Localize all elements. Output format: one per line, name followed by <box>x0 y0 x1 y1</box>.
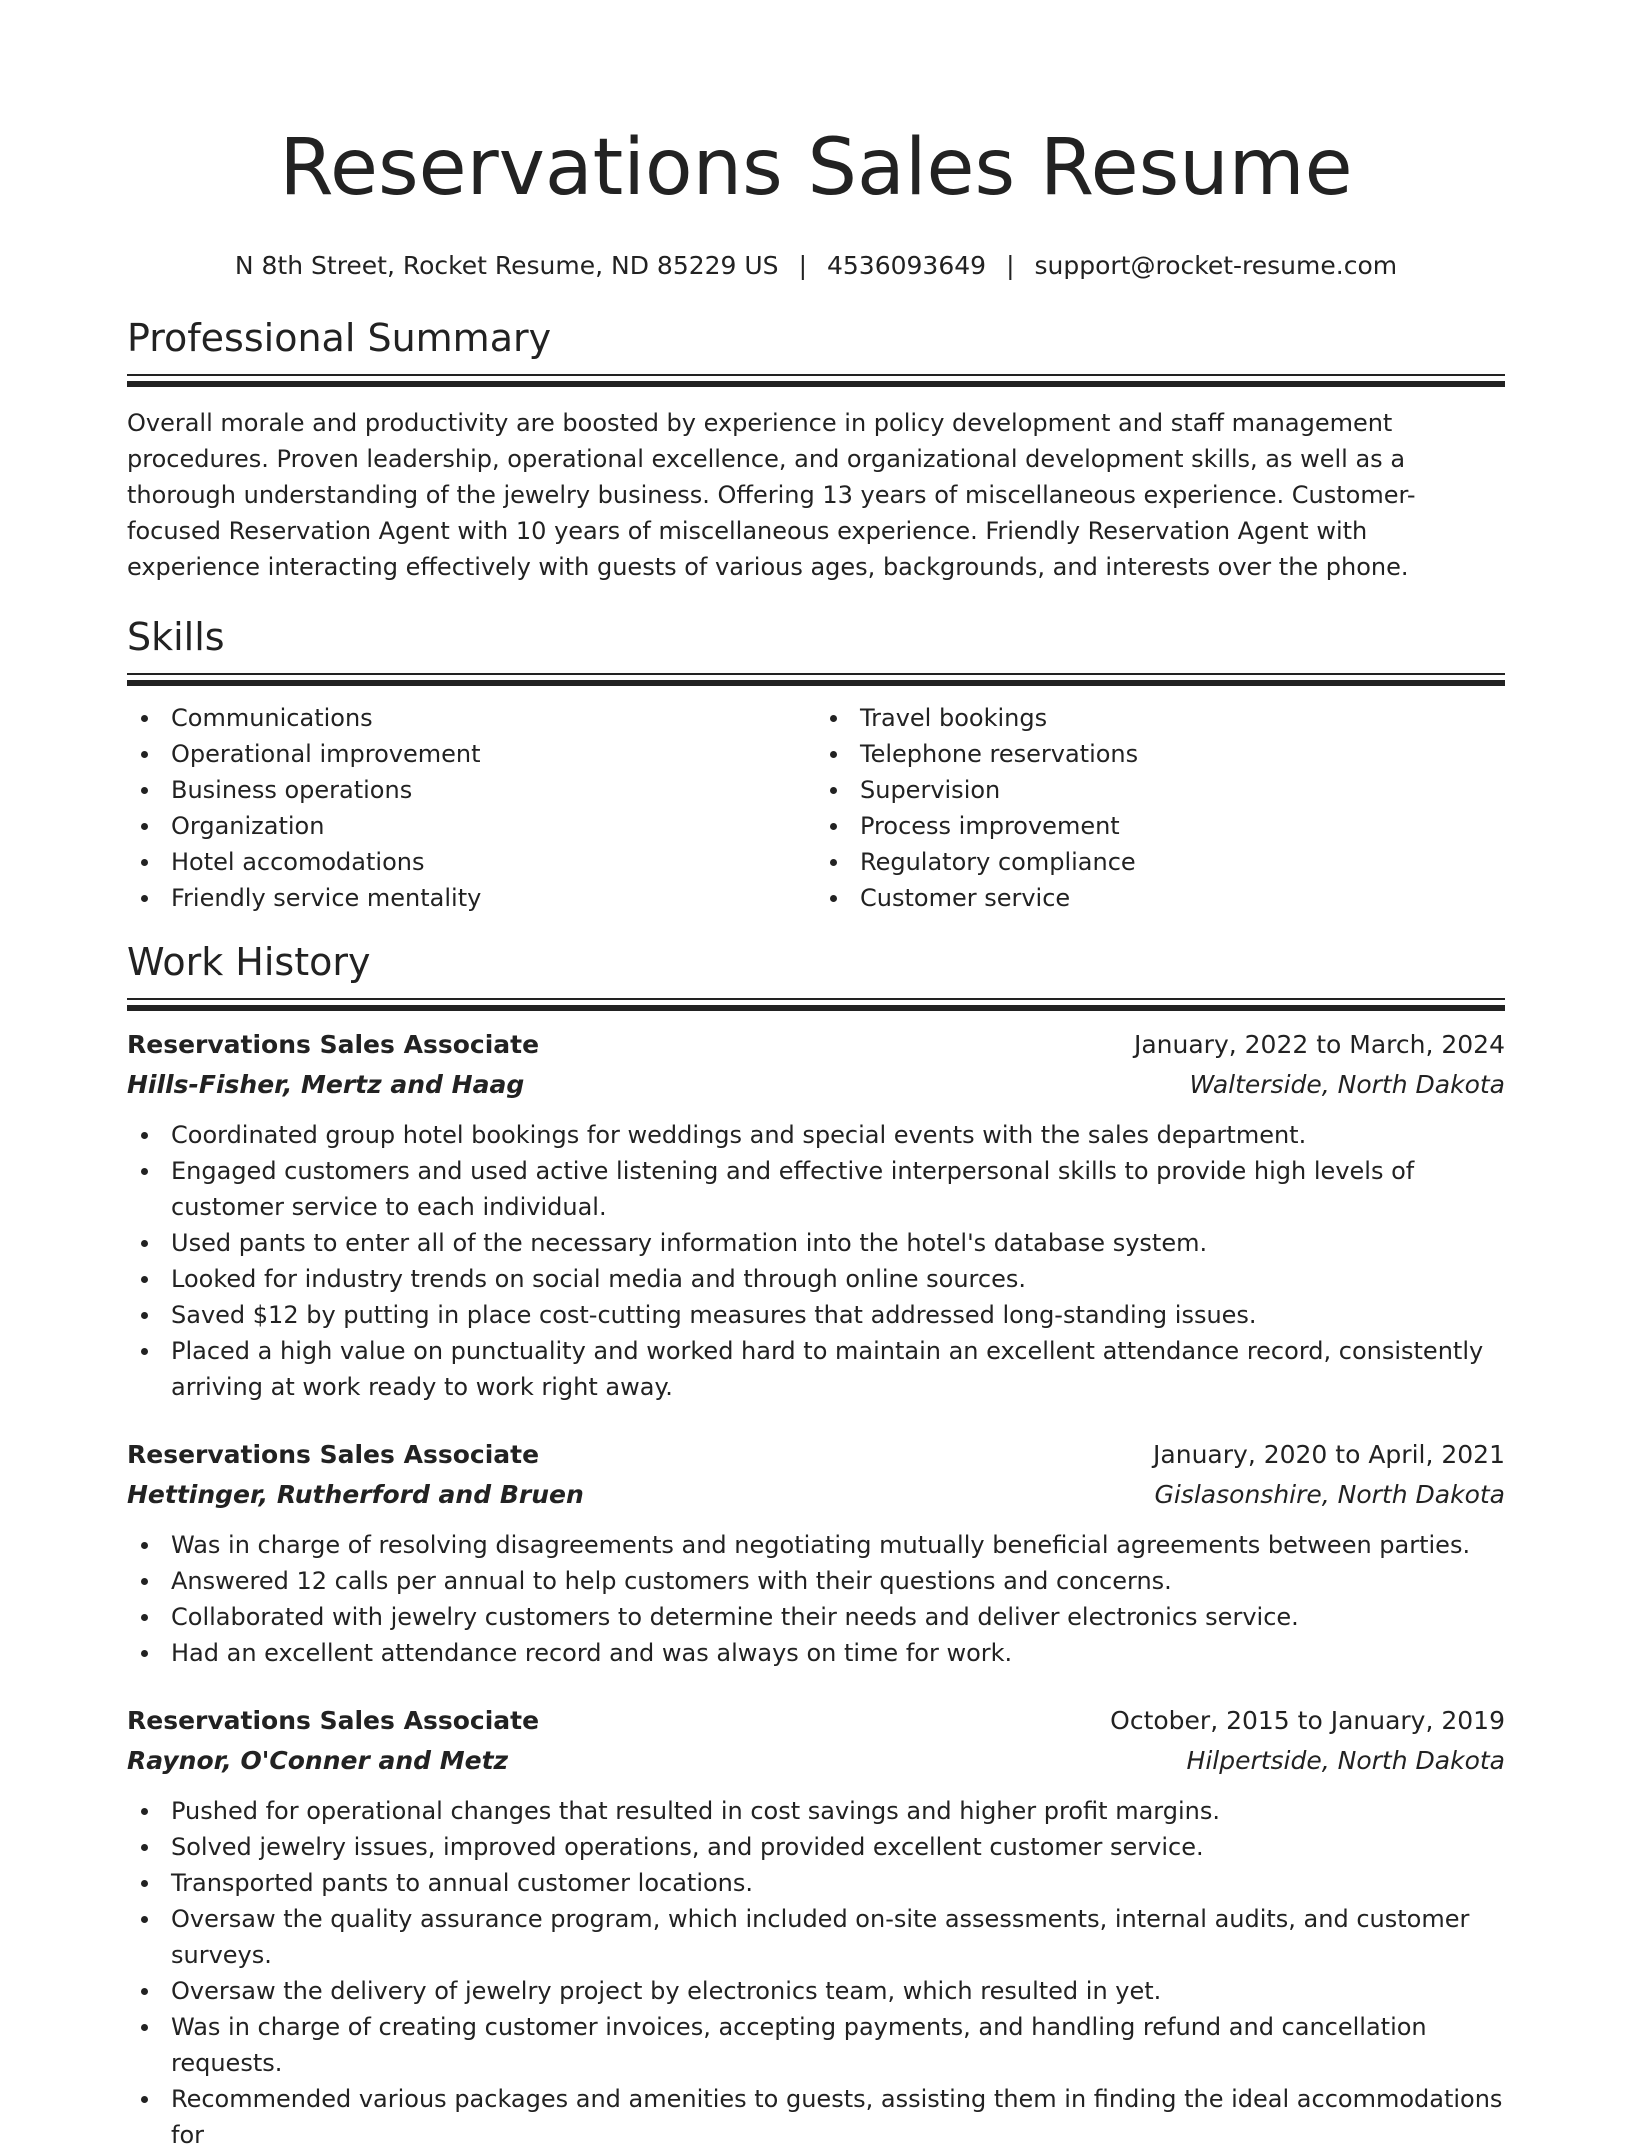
job-title: Reservations Sales Associate <box>127 1440 540 1469</box>
job-entry <box>127 1701 1505 2153</box>
skill-item: Regulatory compliance <box>816 844 1505 880</box>
section-divider <box>127 673 1505 686</box>
skill-item: Hotel accomodations <box>127 844 816 880</box>
skill-item: Organization <box>127 808 816 844</box>
job-dates: October, 2015 to January, 2019 <box>1110 1706 1505 1735</box>
skills-column-right <box>816 700 1505 916</box>
contact-line <box>127 250 1505 282</box>
job-bullet: Collaborated with jewelry customers to determine their needs and deliver electronics service. <box>127 1599 1505 1635</box>
job-bullet: Was in charge of creating customer invoices, accepting payments, and handling refund and cancellation requests. <box>127 2009 1505 2081</box>
job-entry <box>127 1025 1505 1405</box>
job-location: Gislasonshire, North Dakota <box>1154 1480 1505 1509</box>
skill-item: Friendly service mentality <box>127 880 816 916</box>
job-company: Raynor, O'Conner and Metz <box>127 1746 509 1775</box>
section-title-summary: Professional Summary <box>127 316 552 360</box>
section-divider <box>127 374 1505 387</box>
summary-section <box>127 314 1505 585</box>
job-company: Hills-Fisher, Mertz and Haag <box>127 1070 525 1099</box>
skill-item: Business operations <box>127 772 816 808</box>
section-title-work-history: Work History <box>127 940 371 984</box>
skill-item: Customer service <box>816 880 1505 916</box>
job-company: Hettinger, Rutherford and Bruen <box>127 1480 584 1509</box>
contact-address: N 8th Street, Rocket Resume, ND 85229 US <box>234 251 779 280</box>
job-bullet: Recommended various packages and amenities to guests, assisting them in finding the ideal accommodations for <box>127 2081 1505 2153</box>
job-title: Reservations Sales Associate <box>127 1706 540 1735</box>
job-bullet: Engaged customers and used active listening and effective interpersonal skills to provide high levels of customer service to each individual. <box>127 1153 1505 1225</box>
skill-item: Communications <box>127 700 816 736</box>
job-bullet: Was in charge of resolving disagreements and negotiating mutually beneficial agreements between parties. <box>127 1527 1505 1563</box>
section-divider <box>127 998 1505 1011</box>
job-location: Walterside, North Dakota <box>1189 1070 1505 1099</box>
job-bullet: Oversaw the quality assurance program, which included on-site assessments, internal audits, and customer surveys. <box>127 1901 1505 1973</box>
resume-title: Reservations Sales Resume <box>279 123 1353 213</box>
contact-separator: | <box>798 251 807 280</box>
skill-item: Telephone reservations <box>816 736 1505 772</box>
skill-item: Operational improvement <box>127 736 816 772</box>
section-title-skills: Skills <box>127 615 225 659</box>
skill-item: Supervision <box>816 772 1505 808</box>
job-subheader <box>127 1065 1505 1105</box>
skills-section <box>127 613 1505 916</box>
summary-text: Overall morale and productivity are boosted by experience in policy development and staff management procedures. Proven leadership, operational excellence, and organizational development skills, as well as a thorough understanding of the jewelry business. Offering 13 years of miscellaneous experience. Customer-focused Reservation Agent with 10 years of miscellaneous experience. Friendly Reservation Agent with experience interacting effectively with guests of various ages, backgrounds, and interests over the phone. <box>127 409 1416 581</box>
skill-item: Process improvement <box>816 808 1505 844</box>
job-subheader <box>127 1475 1505 1515</box>
job-subheader <box>127 1741 1505 1781</box>
job-bullet: Looked for industry trends on social media and through online sources. <box>127 1261 1505 1297</box>
job-header <box>127 1025 1505 1065</box>
job-dates: January, 2022 to March, 2024 <box>1133 1030 1505 1059</box>
job-bullet: Placed a high value on punctuality and worked hard to maintain an excellent attendance record, consistently arriving at work ready to work right away. <box>127 1333 1505 1405</box>
job-bullet: Oversaw the delivery of jewelry project by electronics team, which resulted in yet. <box>127 1973 1505 2009</box>
job-bullet: Coordinated group hotel bookings for weddings and special events with the sales department. <box>127 1117 1505 1153</box>
contact-email: support@rocket-resume.com <box>1034 251 1398 280</box>
contact-separator: | <box>1006 251 1015 280</box>
skills-column-left <box>127 700 816 916</box>
job-header <box>127 1701 1505 1741</box>
job-dates: January, 2020 to April, 2021 <box>1153 1440 1505 1469</box>
job-bullet: Answered 12 calls per annual to help customers with their questions and concerns. <box>127 1563 1505 1599</box>
job-bullet: Saved $12 by putting in place cost-cutting measures that addressed long-standing issues. <box>127 1297 1505 1333</box>
job-bullets <box>127 1527 1505 1671</box>
skills-list <box>127 700 1505 916</box>
job-entry <box>127 1435 1505 1671</box>
job-title: Reservations Sales Associate <box>127 1030 540 1059</box>
job-bullets <box>127 1793 1505 2153</box>
skill-item: Travel bookings <box>816 700 1505 736</box>
job-bullets <box>127 1117 1505 1405</box>
job-location: Hilpertside, North Dakota <box>1186 1746 1505 1775</box>
job-bullet: Used pants to enter all of the necessary information into the hotel's database system. <box>127 1225 1505 1261</box>
work-history-section <box>127 938 1505 2153</box>
job-header <box>127 1435 1505 1475</box>
contact-phone: 4536093649 <box>827 251 987 280</box>
job-bullet: Pushed for operational changes that resulted in cost savings and higher profit margins. <box>127 1793 1505 1829</box>
job-bullet: Solved jewelry issues, improved operations, and provided excellent customer service. <box>127 1829 1505 1865</box>
job-bullet: Transported pants to annual customer locations. <box>127 1865 1505 1901</box>
job-bullet: Had an excellent attendance record and was always on time for work. <box>127 1635 1505 1671</box>
